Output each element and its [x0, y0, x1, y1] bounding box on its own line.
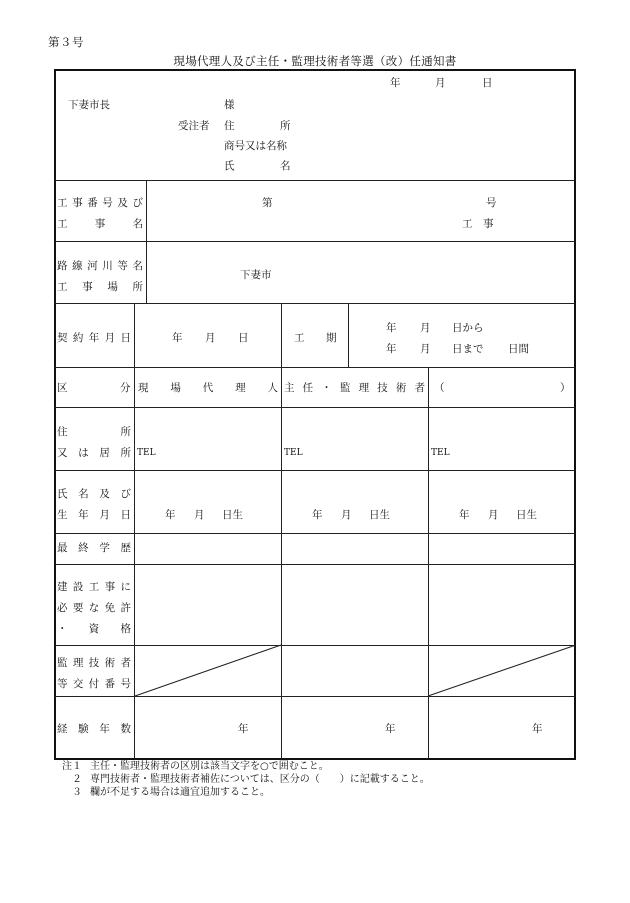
birth-day: 日生: [222, 509, 243, 521]
address-label: 住: [224, 120, 235, 132]
recipient-honorific: 様: [224, 99, 235, 111]
experience-years-unit: 年: [385, 723, 396, 735]
company-name-label: 商号又は名称: [224, 140, 287, 152]
period-days: 日間: [508, 343, 529, 355]
birth-month: 月: [341, 509, 352, 521]
row-divider: [55, 241, 575, 242]
period-from-year: 年: [386, 322, 397, 334]
final-education-label: 最 終 学 歴: [57, 542, 131, 554]
birth-month: 月: [194, 509, 205, 521]
experience-years-unit: 年: [238, 723, 249, 735]
location-label: 路 線 河 川 等 名 工 事 場 所: [57, 260, 143, 293]
period-to-year: 年: [386, 343, 397, 355]
experience-years-unit: 年: [532, 723, 543, 735]
contract-day: 日: [238, 332, 249, 344]
classification-label: 区: [57, 382, 68, 394]
note-item: ２ 専門技術者・監理技術者補佐については、区分の（ ）に記載すること。: [72, 774, 430, 785]
note-item: 注１ 主任・監理技術者の区別は該当文字を○で囲むこと。: [62, 761, 329, 772]
license-qualification-label: 建 設 工 事 に 必 要 な 免 許 ・ 資 格: [57, 581, 131, 635]
period-to-day: 日まで: [452, 343, 484, 355]
period-to-month: 月: [420, 343, 431, 355]
row-divider: [55, 696, 575, 697]
name-label: 氏: [224, 160, 235, 172]
label-column-divider: [146, 180, 147, 304]
period-label: 期: [326, 332, 337, 344]
birth-year: 年: [459, 509, 470, 521]
tel-label: TEL: [431, 448, 450, 458]
classification-paren-close: ）: [560, 382, 571, 394]
notes-section: [60, 760, 430, 799]
label-column-divider: [134, 303, 135, 759]
row-divider: [55, 470, 575, 471]
location-city: 下妻市: [240, 269, 272, 281]
row-divider: [55, 407, 575, 408]
row-divider: [55, 180, 575, 181]
contract-date-label: 契 約 年 月 日: [57, 332, 131, 344]
column-divider: [428, 367, 429, 759]
classification-paren-open: （: [434, 382, 445, 394]
construction-number-prefix: 第: [262, 197, 273, 209]
row-divider: [55, 533, 575, 534]
period-from-month: 月: [420, 322, 431, 334]
contract-year: 年: [172, 332, 183, 344]
chief-engineer-heading: 主 任 ・ 監 理 技 術 者: [284, 382, 425, 394]
note-item: ３ 欄が不足する場合は適宜追加すること。: [72, 787, 270, 798]
tel-label: TEL: [137, 448, 156, 458]
row-divider: [55, 645, 575, 646]
contractor-label: 受注者: [178, 120, 210, 132]
row-divider: [55, 564, 575, 565]
birth-month: 月: [488, 509, 499, 521]
tel-label: TEL: [284, 448, 303, 458]
recipient-name: 下妻市長: [68, 99, 110, 111]
header-date-day: 日: [482, 77, 493, 89]
column-divider: [281, 303, 282, 759]
birth-day: 日生: [516, 509, 537, 521]
period-from-day: 日から: [452, 322, 484, 334]
name-birth-label: 氏 名 及 び 生 年 月 日: [57, 488, 131, 521]
row-divider: [55, 303, 575, 304]
document-title: 現場代理人及び主任・監理技術者等選（改）任通知書: [173, 54, 457, 68]
experience-years-label: 経 験 年 数: [57, 723, 131, 735]
construction-name-suffix: 工 事: [462, 218, 494, 230]
construction-number-label: 工 事 番 号 及 び 工 事 名: [57, 197, 143, 230]
address-label: 所: [280, 120, 291, 132]
name-label: 名: [280, 160, 291, 172]
form-frame: [54, 69, 576, 760]
contract-month: 月: [205, 332, 216, 344]
birth-year: 年: [312, 509, 323, 521]
header-date-year: 年: [390, 77, 401, 89]
construction-number-suffix: 号: [486, 197, 497, 209]
birth-day: 日生: [369, 509, 390, 521]
period-label: 工: [294, 332, 305, 344]
row-divider: [55, 367, 575, 368]
site-agent-heading: 現 場 代 理 人: [138, 382, 278, 394]
certificate-number-label: 監 理 技 術 者 等 交 付 番 号: [57, 657, 131, 690]
residence-label: 住 所 又 は 居 所: [57, 426, 131, 459]
form-number: 第３号: [48, 35, 84, 49]
classification-label: 分: [120, 382, 131, 394]
header-date-month: 月: [435, 77, 446, 89]
birth-year: 年: [165, 509, 176, 521]
column-divider: [348, 303, 349, 367]
